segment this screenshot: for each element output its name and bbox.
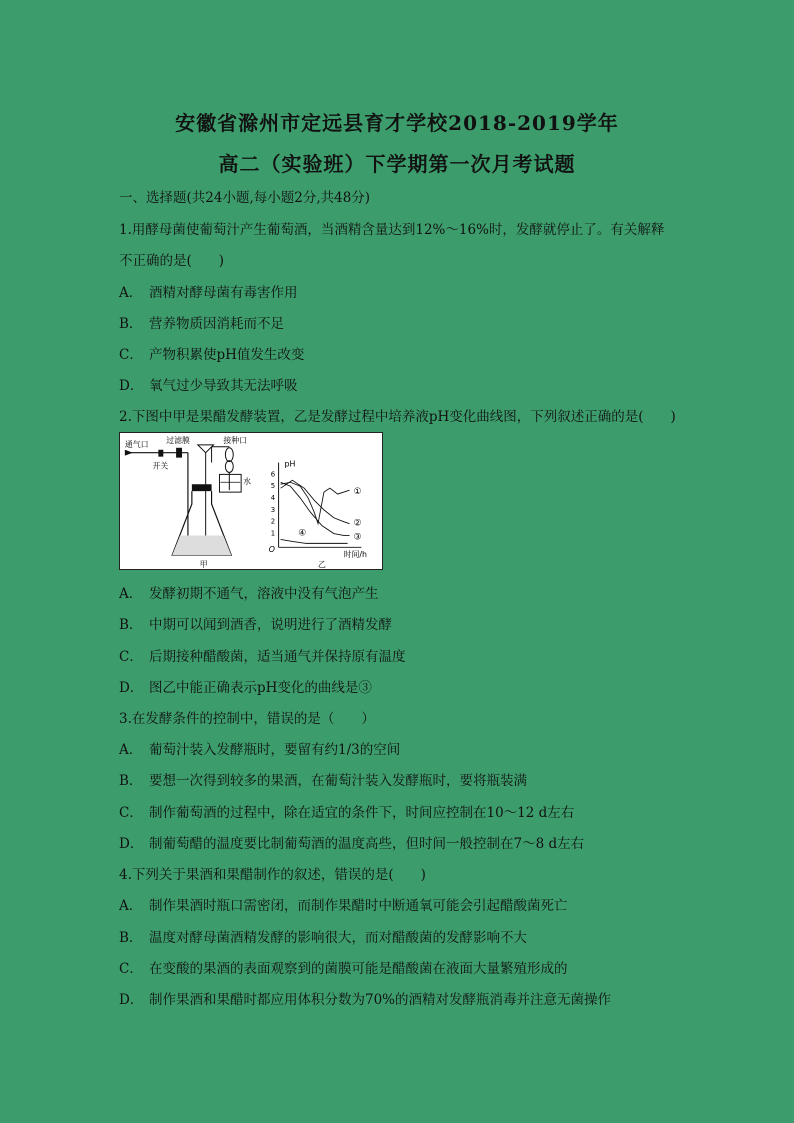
- ytick-2: 2: [270, 517, 276, 526]
- label-time: 时间/h: [343, 550, 368, 560]
- q1-option-b: B． 营养物质因消耗而不足: [119, 316, 284, 332]
- label-origin: O: [268, 545, 275, 555]
- curve-label-2: ②: [353, 518, 362, 529]
- bulb: [225, 448, 233, 462]
- title-line-2: 高二（实验班）下学期第一次月考试题: [218, 152, 576, 176]
- ytick-1: 1: [270, 529, 276, 538]
- fermentation-diagram: [120, 433, 382, 569]
- inlet-arrow: [125, 450, 133, 456]
- q1-option-c: C． 产物积累使pH值发生改变: [119, 347, 305, 363]
- q1-stem-line-1: 1.用酵母菌使葡萄汁产生葡萄酒，当酒精含量达到12%～16%时，发酵就停止了。有关解释: [119, 222, 665, 238]
- ytick-5: 5: [270, 482, 276, 491]
- ytick-6: 6: [270, 470, 276, 479]
- curve-label-4: ④: [298, 528, 307, 539]
- label-ph: pH: [284, 459, 296, 469]
- rubber-stopper: [192, 484, 212, 491]
- q2-option-d: D． 图乙中能正确表示pH变化的曲线是③: [119, 680, 372, 696]
- q4-option-b: B． 温度对酵母菌酒精发酵的影响很大，而对醋酸菌的发酵影响不大: [119, 930, 527, 946]
- label-water: 水: [243, 477, 251, 487]
- q4-stem: 4.下列关于果酒和果醋制作的叙述，错误的是( ): [119, 867, 426, 883]
- q1-option-d: D． 氧气过少导致其无法呼吸: [119, 378, 298, 394]
- q3-option-a: A． 葡萄汁装入发酵瓶时，要留有约1/3的空间: [119, 742, 401, 758]
- label-jia: 甲: [199, 560, 208, 569]
- q2-option-b: B． 中期可以闻到酒香，说明进行了酒精发酵: [119, 617, 392, 633]
- q4-option-a: A． 制作果酒时瓶口需密闭，而制作果醋时中断通氧可能会引起醋酸菌死亡: [119, 898, 568, 914]
- q2-option-a: A． 发酵初期不通气，溶液中没有气泡产生: [119, 586, 379, 602]
- curve-3: [281, 482, 350, 535]
- ytick-3: 3: [270, 505, 276, 514]
- q1-option-a: A． 酒精对酵母菌有毒害作用: [119, 285, 298, 301]
- q3-option-d: D． 制葡萄醋的温度要比制葡萄酒的温度高些，但时间一般控制在7～8 d左右: [119, 836, 585, 852]
- q4-option-d: D． 制作果酒和果醋时都应用体积分数为70%的酒精对发酵瓶消毒并注意无菌操作: [119, 992, 612, 1008]
- filter-membrane: [176, 448, 182, 458]
- q1-stem-line-2: 不正确的是( ): [119, 253, 225, 269]
- switch-clamp: [158, 450, 163, 457]
- curve-label-3: ③: [353, 532, 362, 543]
- q3-option-b: B． 要想一次得到较多的果酒，在葡萄汁装入发酵瓶时，要将瓶装满: [119, 773, 527, 789]
- label-yi: 乙: [318, 560, 326, 569]
- q4-option-c: C． 在变酸的果酒的表面观察到的菌膜可能是醋酸菌在液面大量繁殖形成的: [119, 961, 568, 977]
- curve-label-1: ①: [353, 487, 362, 498]
- curve-4: [281, 539, 348, 543]
- fermentation-figure: [119, 432, 383, 570]
- q2-option-c: C． 后期接种醋酸菌，适当通气并保持原有温度: [119, 649, 406, 665]
- title-line-1: 安徽省滁州市定远县育才学校2018-2019学年: [175, 111, 619, 135]
- q3-stem: 3.在发酵条件的控制中，错误的是（ ）: [119, 711, 375, 727]
- section-heading: 一、选择题(共24小题,每小题2分,共48分): [119, 190, 371, 206]
- flask-liquid: [172, 535, 231, 555]
- q2-stem: 2.下图中甲是果醋发酵装置，乙是发酵过程中培养液pH变化曲线图，下列叙述正确的是( ): [119, 409, 676, 425]
- water-beaker: [219, 474, 241, 492]
- label-port: 接种口: [223, 435, 248, 445]
- label-switch: 开关: [152, 461, 169, 471]
- ytick-4: 4: [270, 494, 276, 503]
- label-inlet: 通气口: [124, 439, 149, 449]
- label-filter: 过滤膜: [166, 435, 190, 445]
- q3-option-c: C． 制作葡萄酒的过程中，除在适宜的条件下，时间应控制在10～12 d左右: [119, 805, 575, 821]
